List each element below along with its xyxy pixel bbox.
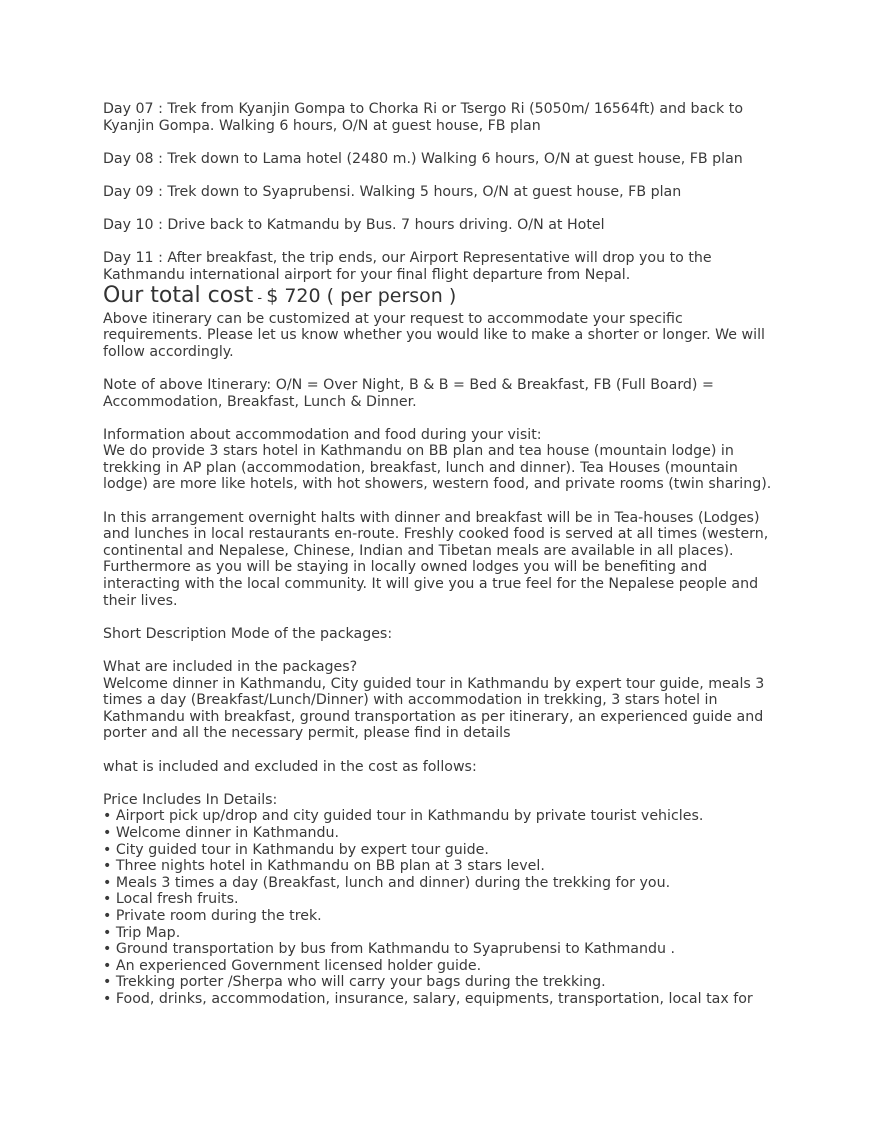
day-10: Day 10 : Drive back to Katmandu by Bus. 7 hours driving. O/N at Hotel: [103, 217, 605, 234]
day-07-line1: Day 07 : Trek from Kyanjin Gompa to Chorka Ri or Tsergo Ri (5050m/ 16564ft) and back to: [103, 101, 743, 117]
short-description: Short Description Mode of the packages:: [103, 625, 393, 642]
total-cost-dash: -: [253, 290, 267, 306]
price-includes-list: [103, 808, 783, 1007]
included-question: What are included in the packages?: [103, 659, 358, 675]
info-body: We do provide 3 stars hotel in Kathmandu on BB plan and tea house (mountain lodge) in trekking in AP plan (accommodation, breakfast, lunch and dinner). Tea Houses (mountain lodge) are more like hotels, with hot showers, western food, and private rooms (twin sharing).: [103, 443, 772, 493]
list-item: • Trip Map.: [103, 924, 181, 941]
list-item: • Private room during the trek.: [103, 907, 322, 924]
day-07: [103, 101, 783, 134]
total-cost-label: Our total cost: [103, 282, 254, 308]
price-includes-heading: Price Includes In Details:: [103, 791, 278, 808]
list-item: • Airport pick up/drop and city guided tour in Kathmandu by private tourist vehicles.: [103, 808, 704, 825]
list-item: • Local fresh fruits.: [103, 891, 239, 908]
list-item: • An experienced Government licensed holder guide.: [103, 957, 482, 974]
list-item: • Food, drinks, accommodation, insurance, salary, equipments, transportation, local tax for: [103, 990, 753, 1007]
arrangement-paragraph: In this arrangement overnight halts with dinner and breakfast will be in Tea-houses (Lodges) and lunches in local restaurants en-route. Freshly cooked food is served at all times (western, continental and Nepalese, Chinese, Indian and Tibetan meals are available in all places). Furthermore as you will be staying in locally owned lodges you will be benefiting and interacting with the local community. It will give you a true feel for the Nepalese people and their lives.: [103, 509, 769, 609]
list-item: • Welcome dinner in Kathmandu.: [103, 824, 340, 841]
list-item: • City guided tour in Kathmandu by expert tour guide.: [103, 841, 489, 858]
customize-paragraph: Above itinerary can be customized at your request to accommodate your specific requirements. Please let us know whether you would like to make a shorter or longer. We will follow accordingly.: [103, 310, 765, 360]
included-body: Welcome dinner in Kathmandu, City guided tour in Kathmandu by expert tour guide, meals 3 times a day (Breakfast/Lunch/Dinner) with accommodation in trekking, 3 stars hotel in Kathmandu with breakfast, ground transportation as per itinerary, an experienced guide and porter and all the necessary permit, please find in details: [103, 675, 765, 742]
list-item: • Ground transportation by bus from Kathmandu to Syaprubensi to Kathmandu .: [103, 941, 675, 958]
itinerary-note: Note of above Itinerary: O/N = Over Night, B & B = Bed & Breakfast, FB (Full Board) = Accommodation, Breakfast, Lunch & Dinner.: [103, 376, 714, 410]
info-heading: Information about accommodation and food during your visit:: [103, 426, 542, 443]
total-cost-price: $ 720 ( per person ): [266, 284, 457, 307]
list-item: • Meals 3 times a day (Breakfast, lunch and dinner) during the trekking for you.: [103, 874, 671, 891]
list-item: • Trekking porter /Sherpa who will carry your bags during the trekking.: [103, 974, 606, 991]
day-08: Day 08 : Trek down to Lama hotel (2480 m.) Walking 6 hours, O/N at guest house, FB plan: [103, 150, 743, 167]
day-11-line1: Day 11 : After breakfast, the trip ends, our Airport Representative will drop you to the: [103, 250, 712, 267]
day-09: Day 09 : Trek down to Syaprubensi. Walking 5 hours, O/N at guest house, FB plan: [103, 183, 682, 200]
included-excluded-intro: what is included and excluded in the cost as follows:: [103, 758, 477, 775]
day-07-line2: Kyanjin Gompa. Walking 6 hours, O/N at guest house, FB plan: [103, 117, 541, 134]
list-item: • Three nights hotel in Kathmandu on BB plan at 3 stars level.: [103, 858, 545, 875]
day-11-line2: Kathmandu international airport for your final flight departure from Nepal.: [103, 266, 631, 283]
day-11: [103, 250, 783, 283]
total-cost-heading: [103, 284, 783, 311]
document-page: [103, 101, 783, 1007]
